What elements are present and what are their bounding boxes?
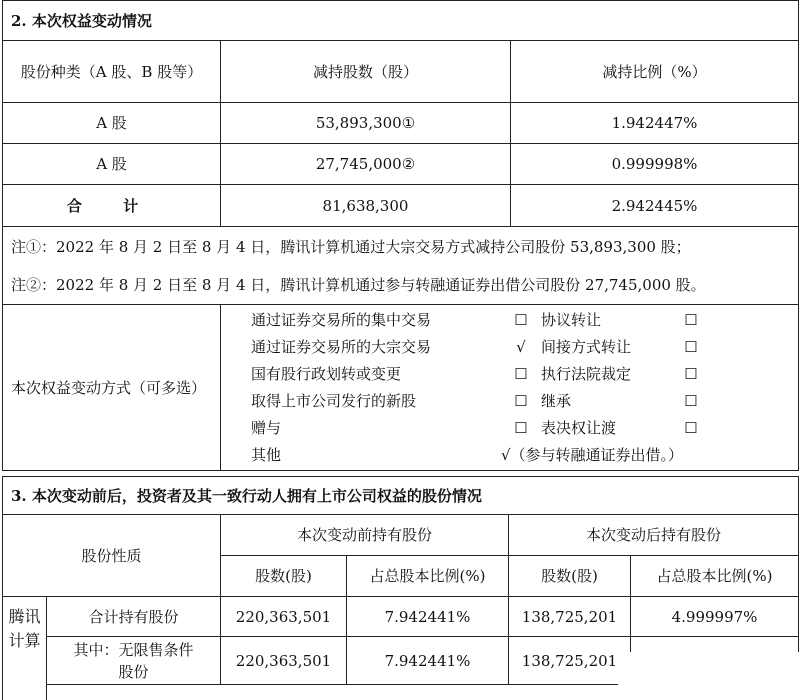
- option-label: 协议转让: [541, 311, 602, 329]
- reduced-ratio-cell: 0.999998%: [511, 144, 799, 185]
- ratio-subheader: 占总股本比例(%): [347, 556, 509, 597]
- checkbox-unchecked: ☐: [684, 392, 698, 410]
- option-label: 间接方式转让: [541, 338, 632, 356]
- reduced-shares-cell: 53,893,300①: [221, 103, 511, 144]
- checkbox-unchecked: ☐: [684, 338, 698, 356]
- checkbox-unchecked: ☐: [514, 392, 528, 410]
- table-row: [3, 144, 799, 185]
- note-1: 注①：2022 年 8 月 2 日至 8 月 4 日，腾讯计算机通过大宗交易方式减持公司股份 53,893,300 股；: [11, 237, 691, 256]
- col-header-reduced-shares: 减持股数（股）: [221, 41, 511, 103]
- shares-subheader: 股数(股): [221, 556, 347, 597]
- total-row: [3, 185, 799, 227]
- option-label: 其他: [251, 446, 282, 464]
- col-header-share-type: 股份种类（A 股、B 股等）: [3, 41, 221, 103]
- after-shares-cell: 138,725,201: [509, 597, 631, 637]
- option-label: 通过证券交易所的集中交易: [251, 311, 432, 329]
- reduced-ratio-cell: 1.942447%: [511, 103, 799, 144]
- section-3-title: 3. 本次变动前后，投资者及其一致行动人拥有上市公司权益的股份情况: [3, 477, 799, 515]
- table-row: [3, 103, 799, 144]
- checkbox-unchecked: ☐: [514, 419, 528, 437]
- after-ratio-cell: 4.999997%: [631, 597, 799, 637]
- other-detail: √（参与转融通证券出借。）: [501, 446, 684, 464]
- option-label: 继承: [541, 392, 572, 410]
- total-shares: 81,638,300: [221, 185, 511, 227]
- shares-subheader: 股数(股): [509, 556, 631, 597]
- reduced-shares-cell: 27,745,000②: [221, 144, 511, 185]
- holding-type-cell: [47, 637, 221, 685]
- change-method-options: [221, 305, 799, 471]
- share-nature-header: 股份性质: [3, 515, 221, 597]
- change-method-label: 本次权益变动方式（可多选）: [3, 305, 221, 471]
- option-label: 赠与: [251, 419, 282, 437]
- before-shares-cell: 220,363,501: [221, 597, 347, 637]
- checkbox-unchecked: ☐: [514, 311, 528, 329]
- after-shares-cell: 138,725,201: [509, 637, 631, 685]
- checkmark: √: [516, 338, 526, 356]
- scan-mask: [618, 652, 800, 700]
- option-label: 执行法院裁定: [541, 365, 632, 383]
- note-2: 注②：2022 年 8 月 2 日至 8 月 4 日，腾讯计算机通过参与转融通证券出借公司股份 27,745,000 股。: [11, 275, 706, 294]
- option-label: 表决权让渡: [541, 419, 617, 437]
- holder-name: 腾讯计算: [3, 597, 47, 700]
- checkbox-unchecked: ☐: [684, 365, 698, 383]
- before-header: 本次变动前持有股份: [221, 515, 509, 556]
- after-header: 本次变动后持有股份: [509, 515, 799, 556]
- section-2-title: 2. 本次权益变动情况: [3, 1, 799, 41]
- before-ratio-cell: 7.942441%: [347, 637, 509, 685]
- ratio-subheader: 占总股本比例(%): [631, 556, 799, 597]
- before-ratio-cell: 7.942441%: [347, 597, 509, 637]
- total-ratio: 2.942445%: [511, 185, 799, 227]
- share-type-cell: A 股: [3, 103, 221, 144]
- equity-change-table: [2, 0, 799, 471]
- option-label: 国有股行政划转或变更: [251, 365, 402, 383]
- notes-cell: [3, 227, 799, 305]
- holding-type-cell: 合计持有股份: [47, 597, 221, 637]
- col-header-reduced-ratio: 减持比例（%）: [511, 41, 799, 103]
- holding-type-line: 其中：无限售条件: [73, 640, 194, 659]
- checkbox-unchecked: ☐: [684, 311, 698, 329]
- before-shares-cell: 220,363,501: [221, 637, 347, 685]
- holding-type-line: 股份: [118, 662, 149, 681]
- option-label: 取得上市公司发行的新股: [251, 392, 417, 410]
- checkbox-unchecked: ☐: [684, 419, 698, 437]
- total-label: 合 计: [3, 185, 221, 227]
- share-type-cell: A 股: [3, 144, 221, 185]
- checkbox-unchecked: ☐: [514, 365, 528, 383]
- option-label: 通过证券交易所的大宗交易: [251, 338, 432, 356]
- table-row: [3, 597, 799, 637]
